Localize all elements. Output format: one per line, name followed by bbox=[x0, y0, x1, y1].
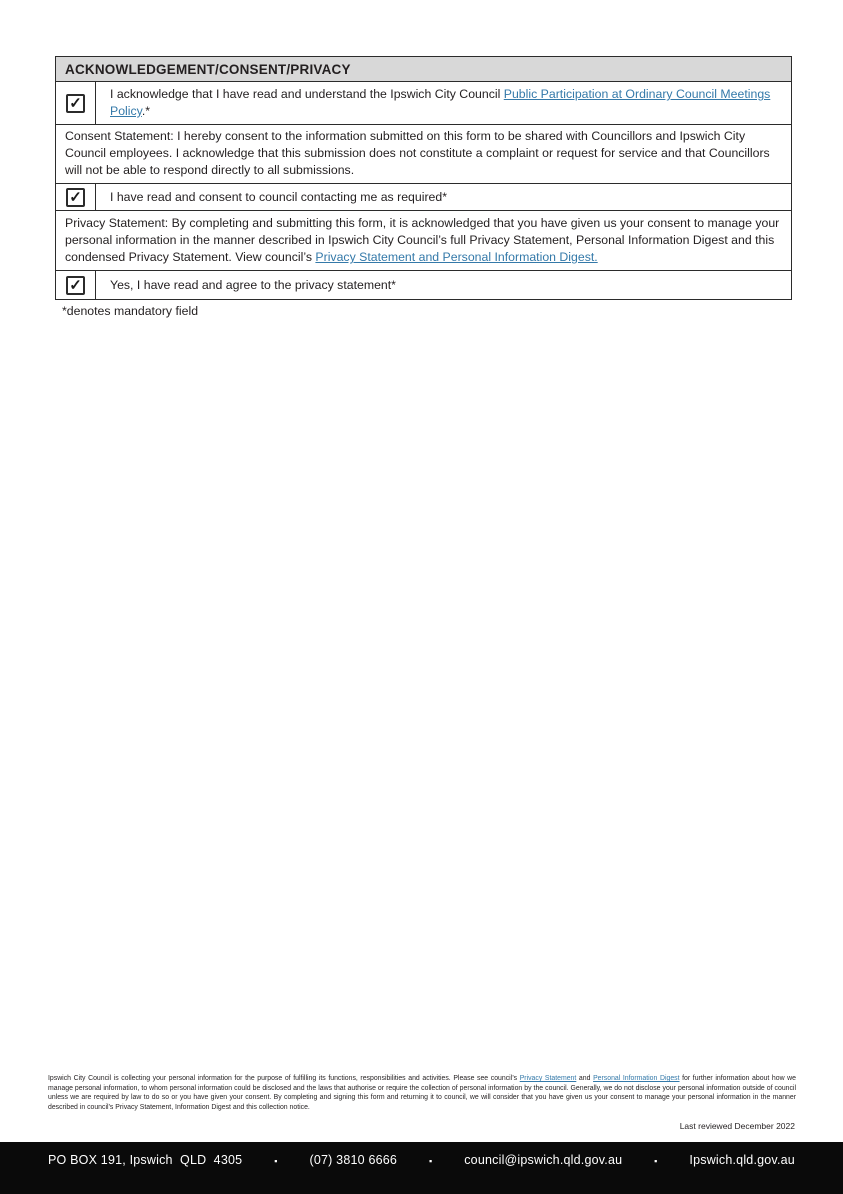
contact-footer-bar bbox=[0, 1142, 843, 1194]
checkbox-cell bbox=[56, 184, 96, 210]
acknowledgement-table bbox=[55, 56, 792, 300]
policy-text-prefix: I acknowledge that I have read and understand the Ipswich City Council bbox=[110, 87, 504, 101]
privacy-agree-row bbox=[56, 271, 791, 299]
privacy-agree-text: Yes, I have read and agree to the privacy statement* bbox=[110, 277, 396, 292]
footer-separator-icon: ▪ bbox=[428, 1156, 433, 1166]
footer-email: council@ipswich.qld.gov.au bbox=[464, 1153, 623, 1167]
privacy-agree-checkbox[interactable]: ✓ bbox=[66, 276, 85, 295]
personal-information-digest-link[interactable]: Personal Information Digest bbox=[593, 1075, 680, 1082]
privacy-statement-text: Privacy Statement: By completing and submitting this form, it is acknowledged that you have given us your consent to manage your personal information in the manner described in Ipswich City Council’s full Privacy Statement, Personal Information Digest and this condensed Privacy Statement. View council’s bbox=[65, 216, 780, 264]
footer-website: Ipswich.qld.gov.au bbox=[689, 1153, 795, 1167]
collection-notice-text-3: for further information about how we manage personal information, to whom personal information could be disclosed and the laws that authorise or require the collection of personal information by the council. Generally, we do not disclose your personal information outside of council unless we are required by law to do so or you have given your consent. By completing and signing this form and returning it to council, we will consider that you have given us your consent to manage your personal information in the manner described in council’s Privacy Statement, Information Digest and this collection notice. bbox=[48, 1075, 796, 1111]
collection-notice bbox=[48, 1074, 796, 1112]
contact-consent-row bbox=[56, 184, 791, 211]
policy-link[interactable]: Public Participation at Ordinary Council Meetings Policy bbox=[110, 87, 771, 118]
privacy-statement bbox=[56, 211, 791, 271]
footer-separator-icon: ▪ bbox=[654, 1156, 658, 1166]
policy-acknowledgement-text bbox=[96, 82, 791, 124]
footer-address: PO BOX 191, Ipswich QLD 4305 bbox=[48, 1153, 243, 1167]
footer-phone: (07) 3810 6666 bbox=[309, 1153, 398, 1167]
collection-notice-text-1: Ipswich City Council is collecting your personal information for the purpose of fulfilling its functions, responsibilities and activities. Please see council’s bbox=[48, 1075, 520, 1082]
policy-acknowledgement-row bbox=[56, 82, 791, 125]
footer-separator-icon: ▪ bbox=[274, 1156, 278, 1166]
checkbox-cell bbox=[56, 271, 96, 299]
collection-notice-text-2: and bbox=[576, 1075, 594, 1082]
table-title: ACKNOWLEDGEMENT/CONSENT/PRIVACY bbox=[56, 57, 791, 82]
mandatory-field-note: *denotes mandatory field bbox=[62, 304, 199, 318]
privacy-statement-small-link[interactable]: Privacy Statement bbox=[519, 1075, 577, 1082]
privacy-statement-link[interactable]: Privacy Statement and Personal Information Digest. bbox=[315, 250, 598, 264]
contact-consent-checkbox[interactable]: ✓ bbox=[66, 188, 85, 207]
contact-consent-text: I have read and consent to council contacting me as required* bbox=[110, 189, 448, 204]
policy-text-suffix: .* bbox=[141, 104, 151, 118]
policy-checkbox[interactable]: ✓ bbox=[66, 94, 85, 113]
last-reviewed-note: Last reviewed December 2022 bbox=[679, 1121, 795, 1131]
checkbox-cell bbox=[56, 82, 96, 124]
consent-statement: Consent Statement: I hereby consent to the information submitted on this form to be shared with Councillors and Ipswich City Council employees. I acknowledge that this submission does not constitute a complaint or request for service and that Councillors will not be able to respond directly to all submissions. bbox=[56, 125, 791, 184]
